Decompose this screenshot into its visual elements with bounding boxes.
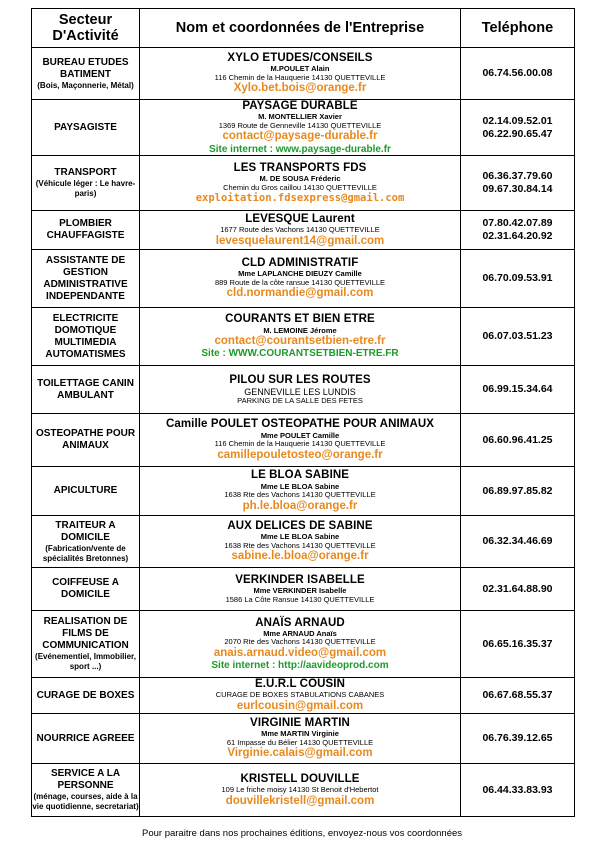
phone-cell <box>461 516 575 568</box>
company-address: 1638 Rte des Vachons 14130 QUETTEVILLE <box>224 540 376 550</box>
sector-cell <box>32 48 140 100</box>
sector-label: ELECTRICITE DOMOTIQUE MULTIMEDIA AUTOMATISMES <box>45 312 126 360</box>
sector-label: OSTEOPATHE POUR ANIMAUX <box>35 428 136 452</box>
company-address: 889 Route de la côte ransue 14130 QUETTEVILLE <box>214 277 386 287</box>
header-sector <box>32 9 140 48</box>
sector-label: NOURRICE AGREEE <box>36 732 135 744</box>
sector-cell <box>32 714 140 764</box>
sector-label: REALISATION DE FILMS DE COMMUNICATION <box>42 616 129 652</box>
phone-cell <box>461 308 575 366</box>
company-email-link[interactable]: Xylo.bet.bois@orange.fr <box>233 82 367 95</box>
sector-label: BUREAU ETUDES BATIMENT <box>42 56 129 80</box>
sector-label: PLOMBIER CHAUFFAGISTE <box>46 218 125 242</box>
contact-person: M. LEMOINE Jérome <box>263 325 337 335</box>
company-email-link[interactable]: anais.arnaud.video@gmail.com <box>213 647 387 660</box>
contact-person: M.POULET Alain <box>270 63 330 73</box>
company-address: 116 Chemin de la Hauquerie 14130 QUETTEVILLE <box>214 72 386 82</box>
company-name: PAYSAGE DURABLE <box>242 100 358 112</box>
company-name: KRISTELL DOUVILLE <box>240 772 360 785</box>
company-address: 109 Le friche moisy 14130 St Benoit d'Hebertot <box>221 784 379 794</box>
company-email-link[interactable]: cld.normandie@gmail.com <box>226 287 374 300</box>
company-email-link[interactable]: douvillekristell@gmail.com <box>225 794 375 807</box>
table-row <box>32 414 575 467</box>
company-cell <box>140 568 461 611</box>
phone-number: 02.31.64.20.92 <box>482 230 553 243</box>
contact-person: Mme ARNAUD Anaïs <box>263 628 337 638</box>
company-address: Chemin du Gros caillou 14130 QUETTEVILLE <box>223 182 377 192</box>
company-address-line2: PARKING DE LA SALLE DES FETES <box>237 396 363 406</box>
company-address: 116 Chemin de la Hauquerie 14130 QUETTEVILLE <box>214 439 386 449</box>
company-name: Camille POULET OSTEOPATHE POUR ANIMAUX <box>165 418 435 431</box>
sector-cell <box>32 516 140 568</box>
phone-number: 06.07.03.51.23 <box>482 330 553 343</box>
company-website-link[interactable]: Site internet : www.paysage-durable.fr <box>209 143 391 155</box>
company-name: CLD ADMINISTRATIF <box>241 256 359 269</box>
company-address: 2070 Rte des Vachons 14130 QUETTEVILLE <box>224 637 376 647</box>
phone-cell <box>461 211 575 250</box>
sector-label: CURAGE DE BOXES <box>36 689 135 701</box>
sector-detail: (Evénementiel, Immobilier, sport ...) <box>35 652 136 672</box>
sector-cell <box>32 156 140 211</box>
company-name: AUX DELICES DE SABINE <box>227 519 373 532</box>
table-row <box>32 250 575 308</box>
company-cell <box>140 611 461 678</box>
company-website-link[interactable]: Site : WWW.COURANTSETBIEN-ETRE.FR <box>201 348 399 360</box>
company-cell <box>140 366 461 414</box>
sector-cell <box>32 211 140 250</box>
phone-cell <box>461 678 575 714</box>
contact-person: Mme MARTIN Virginie <box>261 729 339 739</box>
phone-number: 06.76.39.12.65 <box>482 732 553 745</box>
company-name: LE BLOA SABINE <box>250 469 350 482</box>
contact-person: Mme LAPLANCHE DIEUZY Camille <box>238 269 362 279</box>
header-row <box>32 9 575 48</box>
phone-number: 02.31.64.88.90 <box>482 582 553 595</box>
phone-number: 06.74.56.00.08 <box>482 67 553 79</box>
sector-label: TOILETTAGE CANIN AMBULANT <box>37 377 134 401</box>
phone-cell <box>461 714 575 764</box>
phone-cell <box>461 414 575 467</box>
phone-number: 06.60.96.41.25 <box>482 433 553 446</box>
phone-number: 06.36.37.79.60 <box>482 170 553 183</box>
sector-label: COIFFEUSE A DOMICILE <box>52 577 119 601</box>
table-row <box>32 714 575 764</box>
table-row <box>32 568 575 611</box>
company-name: COURANTS ET BIEN ETRE <box>225 313 375 326</box>
sector-detail: (Véhicule léger : Le havre-paris) <box>35 179 136 199</box>
phone-number: 06.89.97.85.82 <box>482 484 553 497</box>
table-row <box>32 48 575 100</box>
phone-cell <box>461 250 575 308</box>
table-row <box>32 211 575 250</box>
company-cell <box>140 211 461 250</box>
company-address: 1586 La Côte Ransue 14130 QUETTEVILLE <box>225 594 375 604</box>
company-website-link[interactable]: Site internet : http://aavideoprod.com <box>211 660 389 672</box>
company-cell <box>140 156 461 211</box>
sector-cell <box>32 467 140 516</box>
contact-person: Mme POULET Camille <box>260 430 340 440</box>
sector-cell <box>32 764 140 817</box>
company-email-link[interactable]: eurlcousin@gmail.com <box>236 700 364 713</box>
company-name: ANAÏS ARNAUD <box>255 616 345 629</box>
company-email-link[interactable]: contact@courantsetbien-etre.fr <box>214 335 386 348</box>
sector-label: TRANSPORT <box>54 167 117 179</box>
company-cell <box>140 764 461 817</box>
company-cell <box>140 250 461 308</box>
table-row <box>32 308 575 366</box>
sector-cell <box>32 611 140 678</box>
phone-cell <box>461 611 575 678</box>
sector-cell <box>32 308 140 366</box>
header-sector-line1: Secteur <box>58 12 113 28</box>
company-cell <box>140 516 461 568</box>
sector-label: APICULTURE <box>53 485 118 497</box>
company-email-link[interactable]: camillepouletosteo@orange.fr <box>217 448 383 461</box>
sector-cell <box>32 100 140 156</box>
company-cell <box>140 678 461 714</box>
company-address: GENNEVILLE LES LUNDIS <box>244 386 356 397</box>
phone-cell <box>461 568 575 611</box>
company-address: CURAGE DE BOXES STABULATIONS CABANES <box>215 690 385 700</box>
sector-cell <box>32 568 140 611</box>
company-name: LEVESQUE Laurent <box>245 212 355 225</box>
company-address: 1369 Route de Genneville 14130 QUETTEVILLE <box>218 120 382 130</box>
table-row <box>32 156 575 211</box>
company-address: 1677 Route des Vachons 14130 QUETTEVILLE <box>220 224 380 234</box>
sector-detail: (Fabrication/vente de spécialités Bretonnes) <box>42 543 129 563</box>
company-email-link[interactable]: levesquelaurent14@gmail.com <box>215 234 385 247</box>
contact-person: Mme LE BLOA Sabine <box>260 532 340 542</box>
contact-person: Mme LE BLOA Sabine <box>260 481 340 491</box>
sector-detail: (ménage, courses, aide à la vie quotidienne, secretariat) <box>32 792 139 812</box>
company-address: 61 Impasse du Bélier 14130 QUETTEVILLE <box>226 737 374 747</box>
phone-number: 02.14.09.52.01 <box>482 114 553 127</box>
sector-cell <box>32 366 140 414</box>
phone-cell <box>461 467 575 516</box>
header-sector-line2: D'Activité <box>52 28 119 44</box>
sector-cell <box>32 678 140 714</box>
phone-number: 09.67.30.84.14 <box>482 183 553 196</box>
header-phone: Teléphone <box>461 9 575 48</box>
sector-cell <box>32 414 140 467</box>
phone-number: 06.22.90.65.47 <box>482 127 553 140</box>
company-email-link[interactable]: contact@paysage-durable.fr <box>222 130 378 143</box>
contact-person: M. MONTELLIER Xavier <box>258 112 342 122</box>
company-cell <box>140 467 461 516</box>
company-cell <box>140 100 461 156</box>
company-cell <box>140 48 461 100</box>
company-email-link[interactable]: ph.le.bloa@orange.fr <box>242 499 358 512</box>
company-name: LES TRANSPORTS FDS <box>233 161 367 174</box>
sector-label: SERVICE A LA PERSONNE <box>50 768 121 792</box>
phone-number: 06.67.68.55.37 <box>482 689 553 702</box>
phone-number: 06.65.16.35.37 <box>482 637 553 650</box>
sector-label: PAYSAGISTE <box>54 121 117 133</box>
phone-number: 06.99.15.34.64 <box>482 383 553 396</box>
company-name: E.U.R.L COUSIN <box>254 678 345 691</box>
phone-cell <box>461 764 575 817</box>
phone-cell <box>461 366 575 414</box>
company-email-link[interactable]: Virginie.calais@gmail.com <box>227 747 373 760</box>
phone-number: 07.80.42.07.89 <box>482 217 553 230</box>
company-name: VIRGINIE MARTIN <box>250 716 350 729</box>
header-company: Nom et coordonnées de l'Entreprise <box>140 9 461 48</box>
phone-cell <box>461 48 575 100</box>
phone-number: 06.70.09.53.91 <box>482 272 553 285</box>
company-cell <box>140 308 461 366</box>
company-email-link[interactable]: sabine.le.bloa@orange.fr <box>231 550 369 563</box>
table-row <box>32 467 575 516</box>
phone-cell <box>461 156 575 211</box>
phone-cell <box>461 100 575 156</box>
sector-label: TRAITEUR A DOMICILE <box>55 519 116 543</box>
directory-table <box>31 8 575 817</box>
company-cell <box>140 414 461 467</box>
company-cell <box>140 714 461 764</box>
phone-number: 06.32.34.46.69 <box>482 535 553 548</box>
contact-person: Mme VERKINDER Isabelle <box>253 586 347 596</box>
company-email-link[interactable]: exploitation.fdsexpress@gmail.com <box>195 192 405 205</box>
table-row <box>32 764 575 817</box>
company-name: VERKINDER ISABELLE <box>235 573 365 586</box>
company-address: 1638 Rte des Vachons 14130 QUETTEVILLE <box>224 490 376 500</box>
table-row <box>32 611 575 678</box>
table-row <box>32 366 575 414</box>
table-row <box>32 100 575 156</box>
sector-detail: (Bois, Maçonnerie, Métal) <box>37 80 134 90</box>
company-name: PILOU SUR LES ROUTES <box>229 373 371 386</box>
sector-cell <box>32 250 140 308</box>
table-row <box>32 678 575 714</box>
footer-note: Pour paraitre dans nos prochaines éditions, envoyez-nous vos coordonnées <box>141 828 463 839</box>
contact-person: M. DE SOUSA Fréderic <box>259 174 341 184</box>
table-row <box>32 516 575 568</box>
phone-number: 06.44.33.83.93 <box>482 783 553 796</box>
company-name: XYLO ETUDES/CONSEILS <box>227 51 373 64</box>
sector-label: ASSISTANTE DE GESTION ADMINISTRATIVE INDEPENDANTE <box>43 254 128 302</box>
